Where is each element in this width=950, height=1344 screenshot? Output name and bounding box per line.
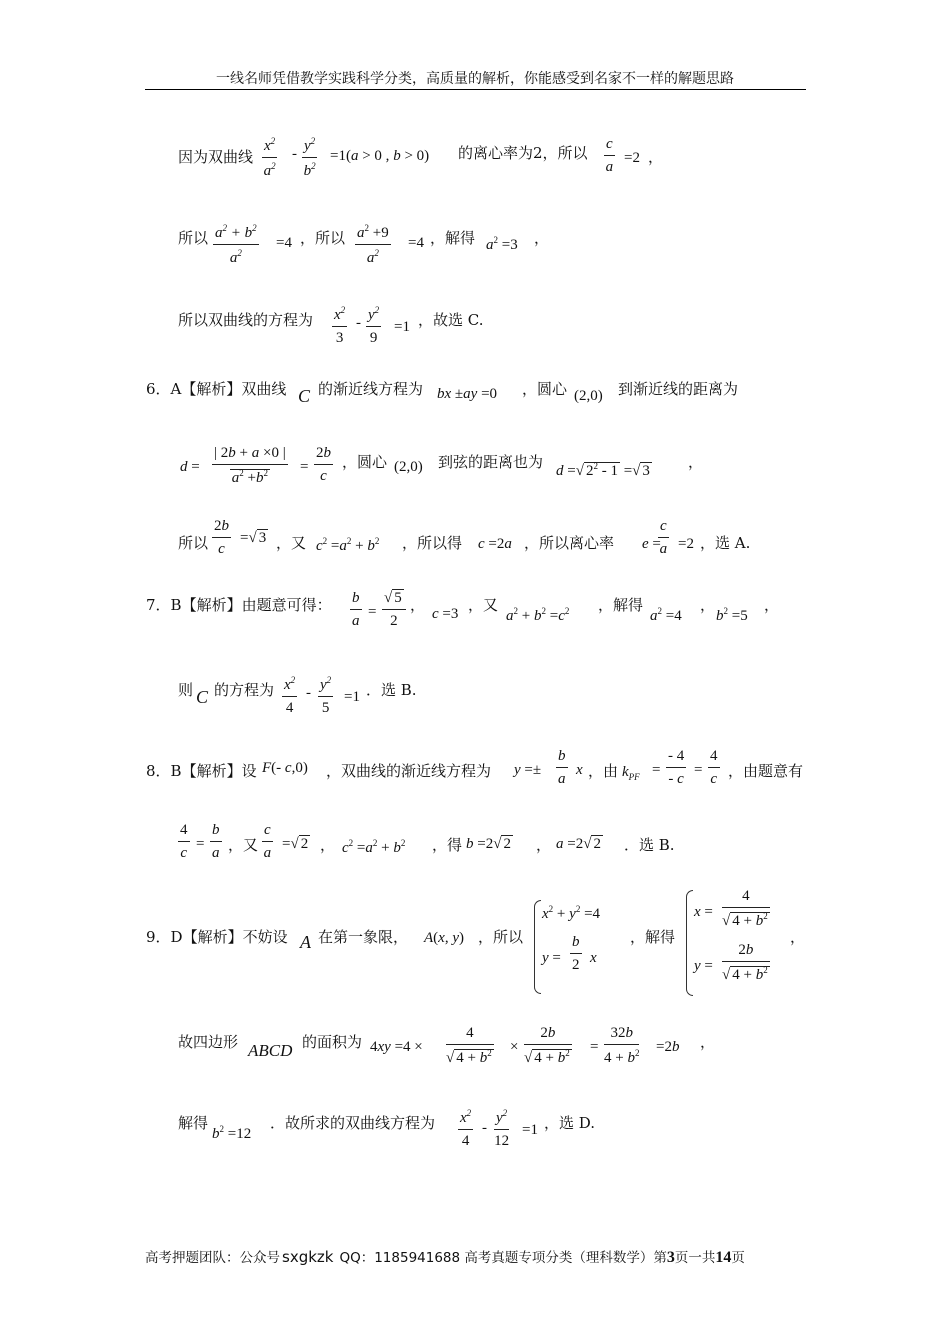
solution-line-2: 所以 $a^2 + b^2$ $a^2$ =4 ，所以 $a^2 +9$ $a^2$ =4 ，解得 $a^2 =3$ ， xyxy=(178,223,550,266)
page-header: 一线名师凭借教学实践科学分类，高质量的解析，你能感受到名家不一样的解题思路 xyxy=(216,71,734,87)
q8-line-2: 4 c = b a ，又 c a =√ 2 ， $c^2 =a^2 + b^2$ ，得 b =2√ 2 ， a =2√ 2 ．选 B. xyxy=(180,822,675,861)
q6-line-1: 6．A【解析】双曲线 C 的渐近线方程为 bx ±ay =0 ，圆心 (2,0) 到渐近线的距离为 xyxy=(146,380,739,406)
page-total: 14 xyxy=(715,1249,732,1266)
q6-line-2: d = | 2b + a ×0 | $a^2 +b^2$ = 2b c ，圆心 (2,0) 到弦的距离也为 d =√ $2^2 - 1$ =√ 3 ， xyxy=(180,445,704,486)
page-number: 3 xyxy=(666,1249,675,1266)
fraction-y2-b2: $y^2$ $b^2$ xyxy=(303,136,316,179)
q7-line-2: 则 C 的方程为 $x^2$ 4 - $y^2$ 5 =1 ．选 B. xyxy=(178,675,417,716)
solution-line-3: 所以双曲线的方程为 $x^2$ 3 - $y^2$ 9 =1 ，故选 C. xyxy=(178,305,484,346)
q8-line-1: 8．B【解析】设 F(- c,0) ，双曲线的渐近线方程为 y =± b a x ，由 $k_{PF}$ = - 4 - c = 4 c ，由题意有 xyxy=(146,748,804,787)
q7-line-1: 7．B【解析】由题意可得： b a = √ 5 2 ， c =3 ，又 $a^2 + b^2 =c^2$ ，解得 $a^2 =4$ ， $b^2 =5$ ， xyxy=(146,590,780,629)
q9-line-3: 解得 $b^2 =12$ ．故所求的双曲线方程为 $x^2$ 4 - $y^2$ 12 =1 ，选 D. xyxy=(178,1108,596,1149)
solution-brace xyxy=(686,890,693,996)
solution-line-1: 因为双曲线 $x^2$ $a^2$ - $y^2$ $b^2$ =1(a > 0 , b > 0) 的离心率为2，所以 c a =2 ， xyxy=(178,136,664,179)
page-footer: 高考押题团队：公众号 sxgkzk QQ：1185941688 高考真题专项分类（理科数学）第3页一共14页 xyxy=(145,1248,745,1266)
q9-line-2: 故四边形 ABCD 的面积为 4xy =4 × 4 √ $4 + b^2$ × 2b √ $4 + b^2$ = 32b $4 + b^2$ =2b ， xyxy=(178,1025,716,1066)
header-rule xyxy=(145,89,806,90)
footer-brand: sxgkzk xyxy=(282,1248,334,1266)
fraction-c-a: c a xyxy=(605,136,614,175)
fraction-x2-a2: $x^2$ $a^2$ xyxy=(263,136,276,179)
q6-line-3: 所以 2b c =√ 3 ，又 $c^2 =a^2 + b^2$ ，所以得 c =2a ，所以离心率 e = c a =2 ，选 A. xyxy=(178,518,751,557)
q9-line-1: 9．D【解析】不妨设 A 在第一象限， A(x, y) ，所以 $x^2 + y^2 =4$ y = b 2 x ，解得 x = 4 √ $4 + b^2$ y = 2b √ $4 + b^2$ ， xyxy=(0,888,950,998)
system-brace xyxy=(534,900,541,994)
